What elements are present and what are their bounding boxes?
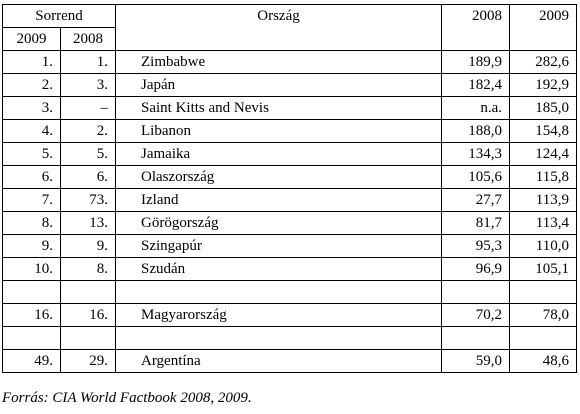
country-cell: Szudán: [116, 258, 442, 281]
value-2008-cell: 182,4: [442, 74, 510, 97]
header-year-2008: 2008: [442, 5, 510, 51]
source-note: Forrás: CIA World Factbook 2008, 2009.: [2, 390, 252, 406]
table-row-hungary: [3, 304, 577, 327]
rank-2008-cell: 9.: [61, 235, 116, 258]
table-row: [3, 120, 577, 143]
value-2008-cell: 81,7: [442, 212, 510, 235]
table-row: [3, 258, 577, 281]
value-2008-cell: n.a.: [442, 97, 510, 120]
table-row: [3, 212, 577, 235]
value-2009-cell: 124,4: [510, 143, 577, 166]
rank-2009-cell: 16.: [3, 304, 61, 327]
rank-2009-cell: 7.: [3, 189, 61, 212]
value-2009-cell: 192,9: [510, 74, 577, 97]
gap-row: [3, 327, 577, 350]
rank-2009-cell: 5.: [3, 143, 61, 166]
rank-2008-cell: 73.: [61, 189, 116, 212]
rank-2008-cell: 5.: [61, 143, 116, 166]
rank-2009-cell: 49.: [3, 350, 61, 373]
rank-2009-cell: 3.: [3, 97, 61, 120]
table-row: [3, 74, 577, 97]
rank-2009-cell: 6.: [3, 166, 61, 189]
country-cell: Zimbabwe: [116, 51, 442, 74]
value-2008-cell: 189,9: [442, 51, 510, 74]
country-cell: Olaszország: [116, 166, 442, 189]
country-cell: Magyarország: [116, 304, 442, 327]
rank-2008-cell: –: [61, 97, 116, 120]
rank-2008-cell: 2.: [61, 120, 116, 143]
rank-2008-cell: 6.: [61, 166, 116, 189]
rank-2009-cell: 1.: [3, 51, 61, 74]
header-country: Ország: [116, 5, 442, 51]
value-2008-cell: 96,9: [442, 258, 510, 281]
header-year-2009: 2009: [510, 5, 577, 51]
value-2009-cell: 282,6: [510, 51, 577, 74]
rank-2009-cell: 8.: [3, 212, 61, 235]
table-row: [3, 235, 577, 258]
rank-2009-cell: 4.: [3, 120, 61, 143]
rank-2008-cell: 1.: [61, 51, 116, 74]
table-row-argentina: [3, 350, 577, 373]
value-2008-cell: 70,2: [442, 304, 510, 327]
value-2008-cell: 105,6: [442, 166, 510, 189]
header-rank-2008: 2008: [61, 28, 116, 51]
country-cell: Szingapúr: [116, 235, 442, 258]
table-row: [3, 97, 577, 120]
rank-2008-cell: 8.: [61, 258, 116, 281]
debt-ranking-table: [2, 4, 577, 373]
ranking-rows: [3, 51, 577, 281]
value-2009-cell: 154,8: [510, 120, 577, 143]
value-2009-cell: 115,8: [510, 166, 577, 189]
rank-2008-cell: 16.: [61, 304, 116, 327]
country-cell: Jamaika: [116, 143, 442, 166]
value-2008-cell: 95,3: [442, 235, 510, 258]
rank-2009-cell: 9.: [3, 235, 61, 258]
value-2009-cell: 113,4: [510, 212, 577, 235]
country-cell: Izland: [116, 189, 442, 212]
rank-2009-cell: 10.: [3, 258, 61, 281]
table-row: [3, 143, 577, 166]
country-cell: Argentína: [116, 350, 442, 373]
rank-2008-cell: 13.: [61, 212, 116, 235]
table-row: [3, 166, 577, 189]
value-2009-cell: 113,9: [510, 189, 577, 212]
country-cell: Saint Kitts and Nevis: [116, 97, 442, 120]
value-2009-cell: 105,1: [510, 258, 577, 281]
header-row-1: [3, 5, 577, 28]
rank-2008-cell: 29.: [61, 350, 116, 373]
value-2008-cell: 134,3: [442, 143, 510, 166]
rank-2009-cell: 2.: [3, 74, 61, 97]
header-rank-2009: 2009: [3, 28, 61, 51]
country-cell: Libanon: [116, 120, 442, 143]
table-row: [3, 189, 577, 212]
value-2009-cell: 48,6: [510, 350, 577, 373]
value-2009-cell: 78,0: [510, 304, 577, 327]
value-2008-cell: 188,0: [442, 120, 510, 143]
gap-row: [3, 281, 577, 304]
value-2008-cell: 59,0: [442, 350, 510, 373]
value-2009-cell: 185,0: [510, 97, 577, 120]
header-sorrend: Sorrend: [3, 5, 116, 28]
value-2009-cell: 110,0: [510, 235, 577, 258]
value-2008-cell: 27,7: [442, 189, 510, 212]
country-cell: Görögország: [116, 212, 442, 235]
table-row: [3, 51, 577, 74]
country-cell: Japán: [116, 74, 442, 97]
rank-2008-cell: 3.: [61, 74, 116, 97]
